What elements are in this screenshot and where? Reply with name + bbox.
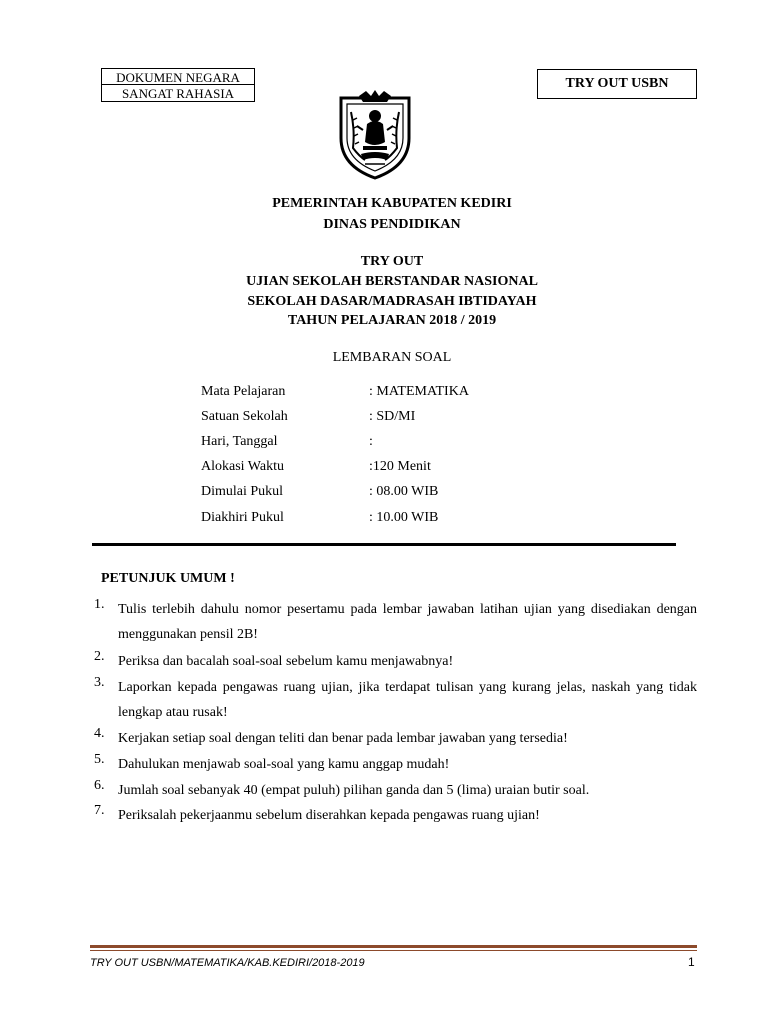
footer-divider (90, 945, 697, 948)
footer-code: TRY OUT USBN/MATEMATIKA/KAB.KEDIRI/2018-2019 (90, 957, 365, 969)
item-number: 6. (94, 778, 105, 793)
item-text: Kerjakan setiap soal dengan teliti dan benar pada lembar jawaban yang tersedia! (118, 731, 568, 746)
info-value: : MATEMATIKA (369, 384, 469, 399)
item-number: 5. (94, 752, 105, 767)
instructions-heading: PETUNJUK UMUM ! (101, 571, 235, 586)
classification-line2: SANGAT RAHASIA (101, 85, 255, 102)
info-label: Satuan Sekolah (201, 409, 288, 424)
item-number: 1. (94, 597, 105, 612)
page-number: 1 (688, 955, 695, 969)
classification-box (101, 68, 255, 102)
info-value: : 08.00 WIB (369, 484, 439, 499)
item-number: 3. (94, 675, 105, 690)
item-text: Tulis terlebih dahulu nomor pesertamu pada lembar jawaban latihan ujian yang disediakan dengan menggunakan pensil 2B! (118, 602, 697, 642)
info-value: : SD/MI (369, 409, 416, 424)
kediri-crest-emblem (333, 90, 417, 180)
classification-line1: DOKUMEN NEGARA (101, 68, 255, 85)
tryout-box: TRY OUT USBN (537, 69, 697, 99)
info-label: Alokasi Waktu (201, 459, 284, 474)
info-value: : (369, 434, 373, 449)
item-text: Periksalah pekerjaanmu sebelum diserahkan kepada pengawas ruang ujian! (118, 808, 540, 823)
title-line4: UJIAN SEKOLAH BERSTANDAR NASIONAL (246, 274, 538, 289)
item-number: 4. (94, 726, 105, 741)
item-number: 2. (94, 649, 105, 664)
title-line6: TAHUN PELAJARAN 2018 / 2019 (287, 313, 497, 328)
item-text: Dahulukan menjawab soal-soal yang kamu anggap mudah! (118, 757, 450, 772)
info-value: : 10.00 WIB (369, 510, 439, 525)
item-text: Jumlah soal sebanyak 40 (empat puluh) pilihan ganda dan 5 (lima) uraian butir soal. (118, 783, 590, 798)
sheet-title: LEMBARAN SOAL (332, 350, 452, 365)
section-divider (92, 543, 676, 546)
info-label: Mata Pelajaran (201, 384, 286, 399)
info-label: Hari, Tanggal (201, 434, 278, 449)
title-line3: TRY OUT (360, 254, 424, 269)
footer-divider-thin (90, 950, 697, 951)
title-line5: SEKOLAH DASAR/MADRASAH IBTIDAYAH (247, 294, 537, 309)
info-label: Diakhiri Pukul (201, 510, 284, 525)
title-line2: DINAS PENDIDIKAN (323, 217, 461, 232)
info-label: Dimulai Pukul (201, 484, 284, 499)
info-value: :120 Menit (369, 459, 431, 474)
item-text: Laporkan kepada pengawas ruang ujian, jika terdapat tulisan yang kurang jelas, naskah yang tidak lengkap atau rusak! (118, 680, 697, 720)
item-number: 7. (94, 803, 105, 818)
item-text: Periksa dan bacalah soal-soal sebelum kamu menjawabnya! (118, 654, 454, 669)
title-line1: PEMERINTAH KABUPATEN KEDIRI (272, 196, 512, 211)
